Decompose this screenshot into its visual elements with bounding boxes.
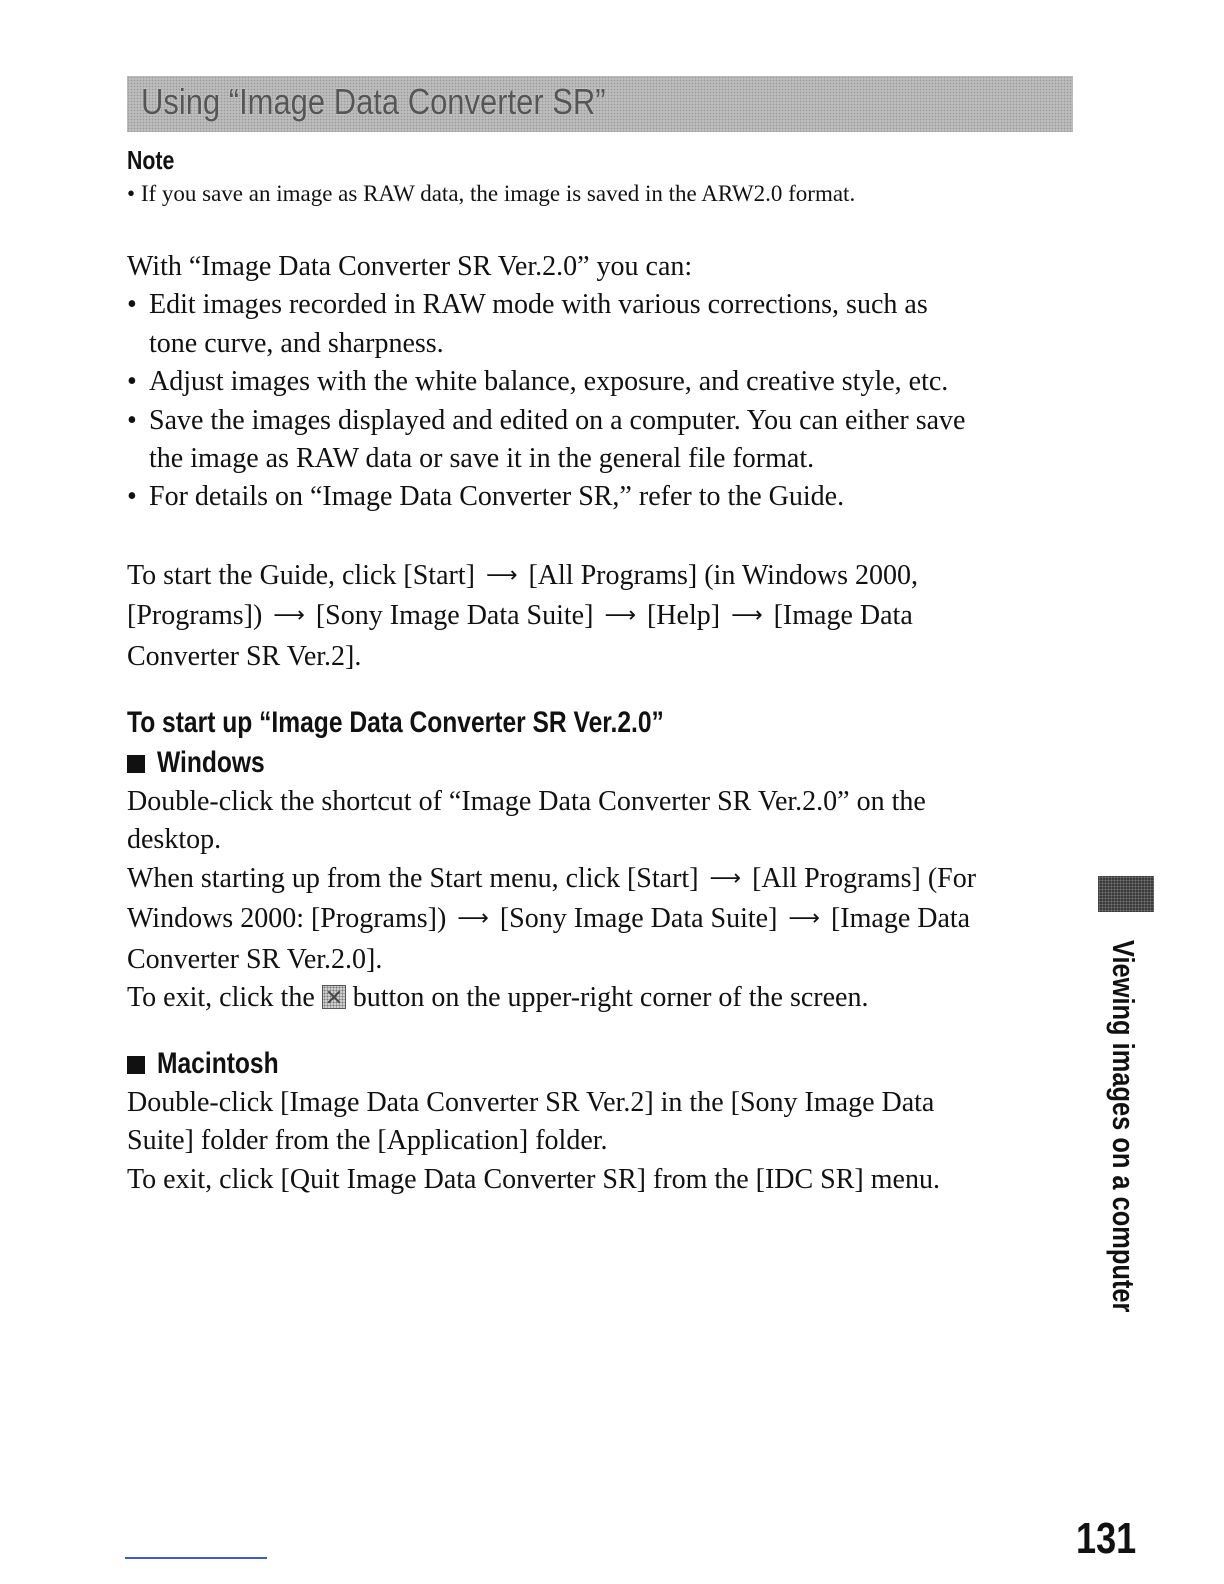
bullet: • [127, 289, 137, 321]
macintosh-line: Double-click [Image Data Converter SR Ver.2] in the [Sony Image Data [127, 1087, 935, 1118]
arrow-right-icon: ⟶ [731, 603, 763, 629]
windows-line: desktop. [127, 824, 222, 856]
arrow-right-icon: ⟶ [457, 906, 489, 932]
guide-line [127, 557, 1077, 597]
guide-line [127, 597, 1077, 637]
windows-heading-label: Windows [157, 746, 265, 779]
list-item-line: tone curve, and sharpness. [149, 327, 444, 359]
windows-text: button on the upper-right corner of the screen. [352, 982, 869, 1014]
bullet: • [127, 481, 137, 513]
windows-text: When starting up from the Start menu, click [Start] [127, 862, 699, 894]
list-item-line: Adjust images with the white balance, exposure, and creative style, etc. [149, 366, 949, 398]
square-bullet-icon [127, 755, 145, 773]
guide-line: Converter SR Ver.2]. [127, 640, 362, 672]
arrow-right-icon: ⟶ [788, 906, 820, 932]
startup-heading: To start up “Image Data Converter SR Ver.2.0” [127, 706, 664, 739]
note-bullet: • [127, 181, 136, 206]
windows-line: Converter SR Ver.2.0]. [127, 943, 383, 975]
windows-heading [127, 744, 288, 782]
page-number: 131 [1076, 1514, 1137, 1563]
chapter-tab-label: Viewing images on a computer [1106, 940, 1141, 1313]
guide-text: To start the Guide, click [Start] [127, 560, 475, 591]
arrow-right-icon: ⟶ [273, 603, 305, 629]
list-item-line: Save the images displayed and edited on a computer. You can either save [149, 404, 966, 436]
windows-line [127, 900, 1077, 940]
windows-line: Double-click the shortcut of “Image Data Converter SR Ver.2.0” on the [127, 786, 926, 817]
windows-text: To exit, click the [127, 982, 315, 1014]
macintosh-line: Suite] folder from the [Application] folder. [127, 1125, 608, 1157]
windows-text: [Image Data [830, 903, 971, 935]
list-item-line: the image as RAW data or save it in the general file format. [149, 443, 815, 475]
guide-instructions [127, 557, 1077, 676]
windows-text: [All Programs] (For [752, 862, 977, 894]
arrow-right-icon: ⟶ [485, 563, 518, 588]
intro-block [127, 248, 1077, 517]
list-item [127, 363, 1077, 401]
guide-text: [Image Data [773, 600, 913, 632]
macintosh-heading [127, 1045, 305, 1083]
list-item-line: Edit images recorded in RAW mode with various corrections, such as [149, 289, 928, 321]
guide-text: [All Programs] (in Windows 2000, [528, 560, 919, 591]
windows-instructions [127, 783, 1077, 1017]
feature-list [127, 286, 1077, 516]
list-item [127, 402, 1077, 479]
windows-text: [Sony Image Data Suite] [499, 903, 778, 935]
list-item-line: For details on “Image Data Converter SR,” refer to the Guide. [149, 481, 845, 513]
guide-text: [Help] [646, 600, 721, 632]
macintosh-line: To exit, click [Quit Image Data Converter SR] from the [IDC SR] menu. [127, 1163, 940, 1195]
note-body: If you save an image as RAW data, the image is saved in the ARW2.0 format. [140, 181, 856, 206]
section-banner [127, 76, 1073, 132]
note-heading: Note [127, 145, 175, 175]
windows-line [127, 979, 1077, 1017]
guide-text: [Sony Image Data Suite] [315, 600, 594, 632]
macintosh-heading-label: Macintosh [157, 1047, 279, 1080]
chapter-tab-marker [1098, 876, 1154, 912]
section-title: Using “Image Data Converter SR” [141, 81, 606, 122]
square-bullet-icon [127, 1056, 145, 1074]
close-icon [322, 985, 346, 1009]
arrow-right-icon: ⟶ [709, 865, 742, 891]
note-text [127, 178, 1087, 210]
intro-lead: With “Image Data Converter SR Ver.2.0” you can: [127, 251, 693, 282]
macintosh-instructions [127, 1084, 1077, 1199]
guide-text: [Programs]) [127, 600, 263, 632]
windows-text: Windows 2000: [Programs]) [127, 903, 447, 935]
bullet: • [127, 404, 137, 436]
list-item [127, 478, 1077, 516]
list-item [127, 286, 1077, 363]
bullet: • [127, 366, 137, 398]
arrow-right-icon: ⟶ [604, 603, 636, 629]
footer-rule [125, 1557, 267, 1559]
windows-line [127, 860, 1077, 900]
